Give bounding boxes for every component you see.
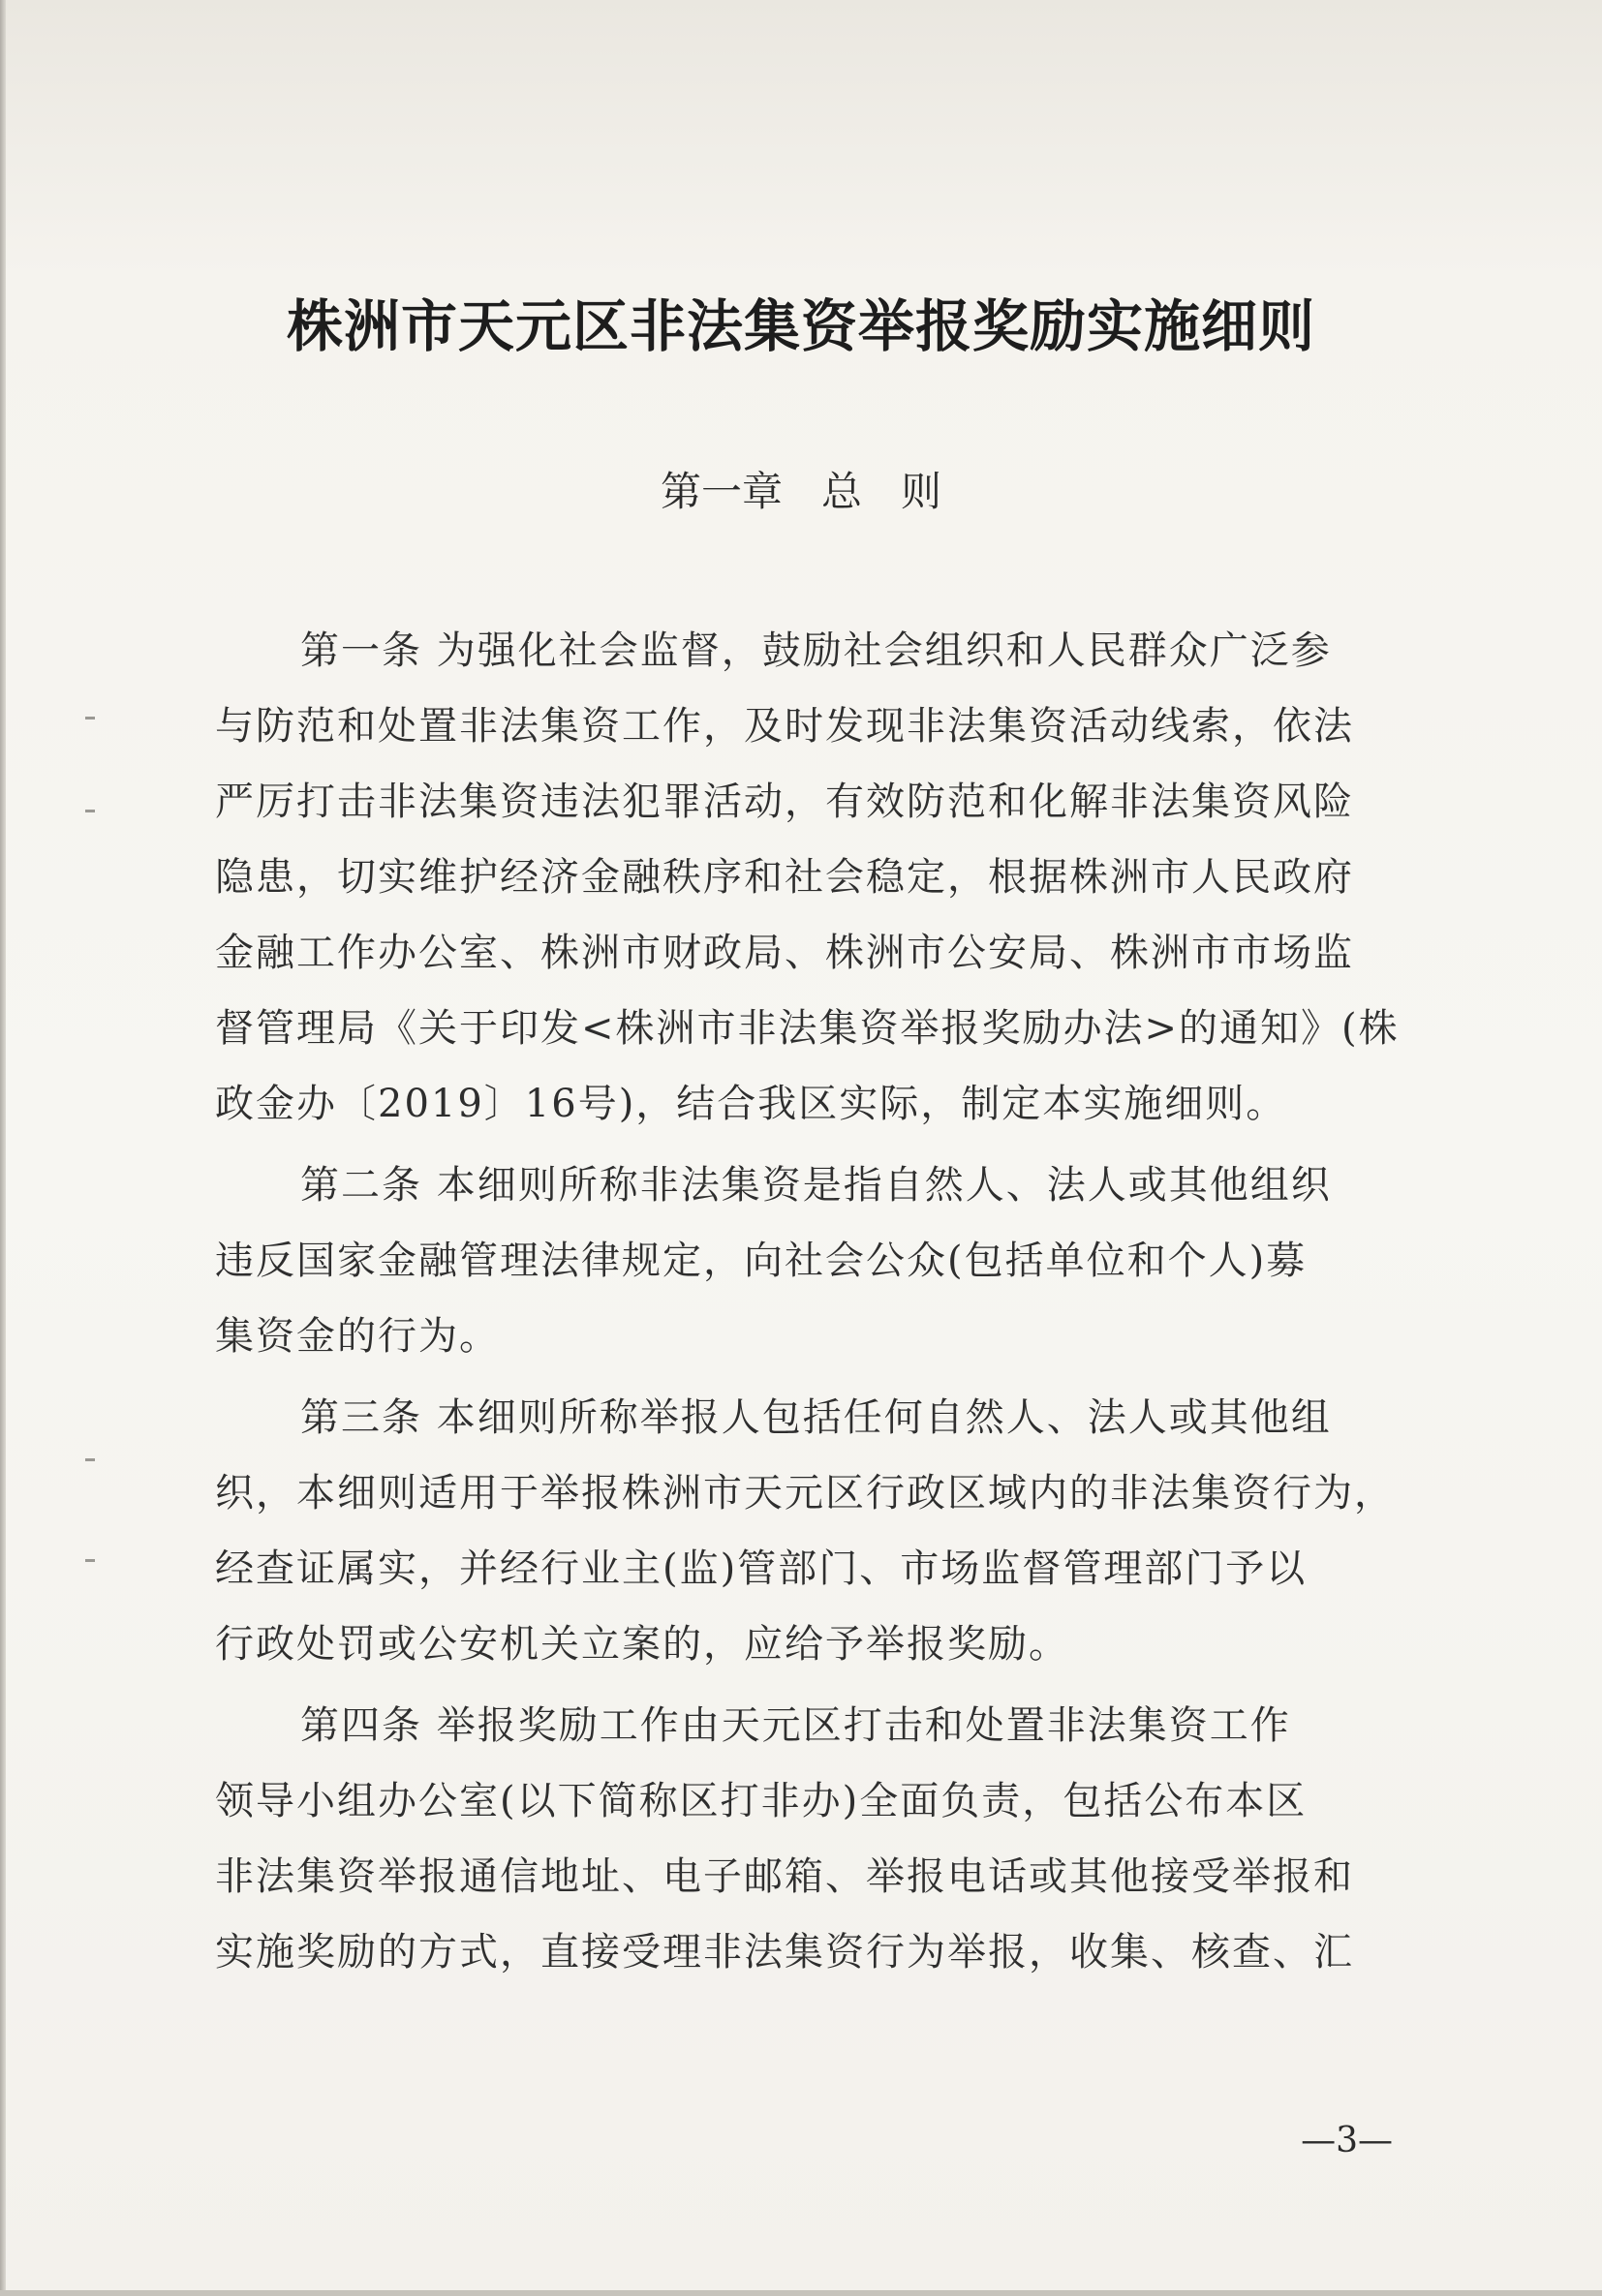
article-2-line-1: 第二条 本细则所称非法集资是指自然人、法人或其他组织: [300, 1163, 1332, 1208]
article-4-line-1: 第四条 举报奖励工作由天元区打击和处置非法集资工作: [300, 1703, 1291, 1748]
article-1-line-2: 与防范和处置非法集资工作，及时发现非法集资活动线索，依法: [215, 704, 1354, 749]
article-1-line-4: 隐患，切实维护经济金融秩序和社会稳定，根据株洲市人民政府: [215, 855, 1354, 900]
page-number: —3—: [1301, 2121, 1393, 2160]
article-2-line-2: 违反国家金融管理法律规定，向社会公众(包括单位和个人)募: [215, 1239, 1308, 1283]
article-4-line-2: 领导小组办公室(以下简称区打非办)全面负责，包括公布本区: [215, 1779, 1308, 1823]
chapter-heading: 第一章 总 则: [660, 468, 942, 515]
binding-mark: [85, 1458, 95, 1461]
article-1-line-3: 严厉打击非法集资违法犯罪活动，有效防范和化解非法集资风险: [215, 780, 1354, 824]
paper-bottom-edge: [0, 2290, 1602, 2296]
binding-mark: [85, 810, 95, 812]
article-3-line-1: 第三条 本细则所称举报人包括任何自然人、法人或其他组: [300, 1395, 1332, 1440]
article-3-line-2: 织，本细则适用于举报株洲市天元区行政区域内的非法集资行为，: [215, 1471, 1395, 1515]
article-4-line-4: 实施奖励的方式，直接受理非法集资行为举报，收集、核查、汇: [215, 1930, 1354, 1975]
article-3-line-4: 行政处罚或公安机关立案的，应给予举报奖励。: [215, 1622, 1069, 1667]
article-1-line-7: 政金办〔2019〕16号)，结合我区实际，制定本实施细则。: [215, 1082, 1287, 1126]
binding-mark: [85, 1559, 95, 1562]
article-1-line-5: 金融工作办公室、株洲市财政局、株洲市公安局、株洲市市场监: [215, 931, 1354, 975]
article-1-line-6: 督管理局《关于印发<株洲市非法集资举报奖励办法>的通知》(株: [215, 1006, 1400, 1051]
document-title: 株洲市天元区非法集资举报奖励实施细则: [286, 293, 1315, 359]
article-4-line-3: 非法集资举报通信地址、电子邮箱、举报电话或其他接受举报和: [215, 1854, 1354, 1899]
article-3-line-3: 经查证属实，并经行业主(监)管部门、市场监督管理部门予以: [215, 1546, 1308, 1591]
binding-mark: [85, 717, 95, 719]
article-1-line-1: 第一条 为强化社会监督，鼓励社会组织和人民群众广泛参: [300, 628, 1332, 673]
article-2-line-3: 集资金的行为。: [215, 1314, 500, 1359]
